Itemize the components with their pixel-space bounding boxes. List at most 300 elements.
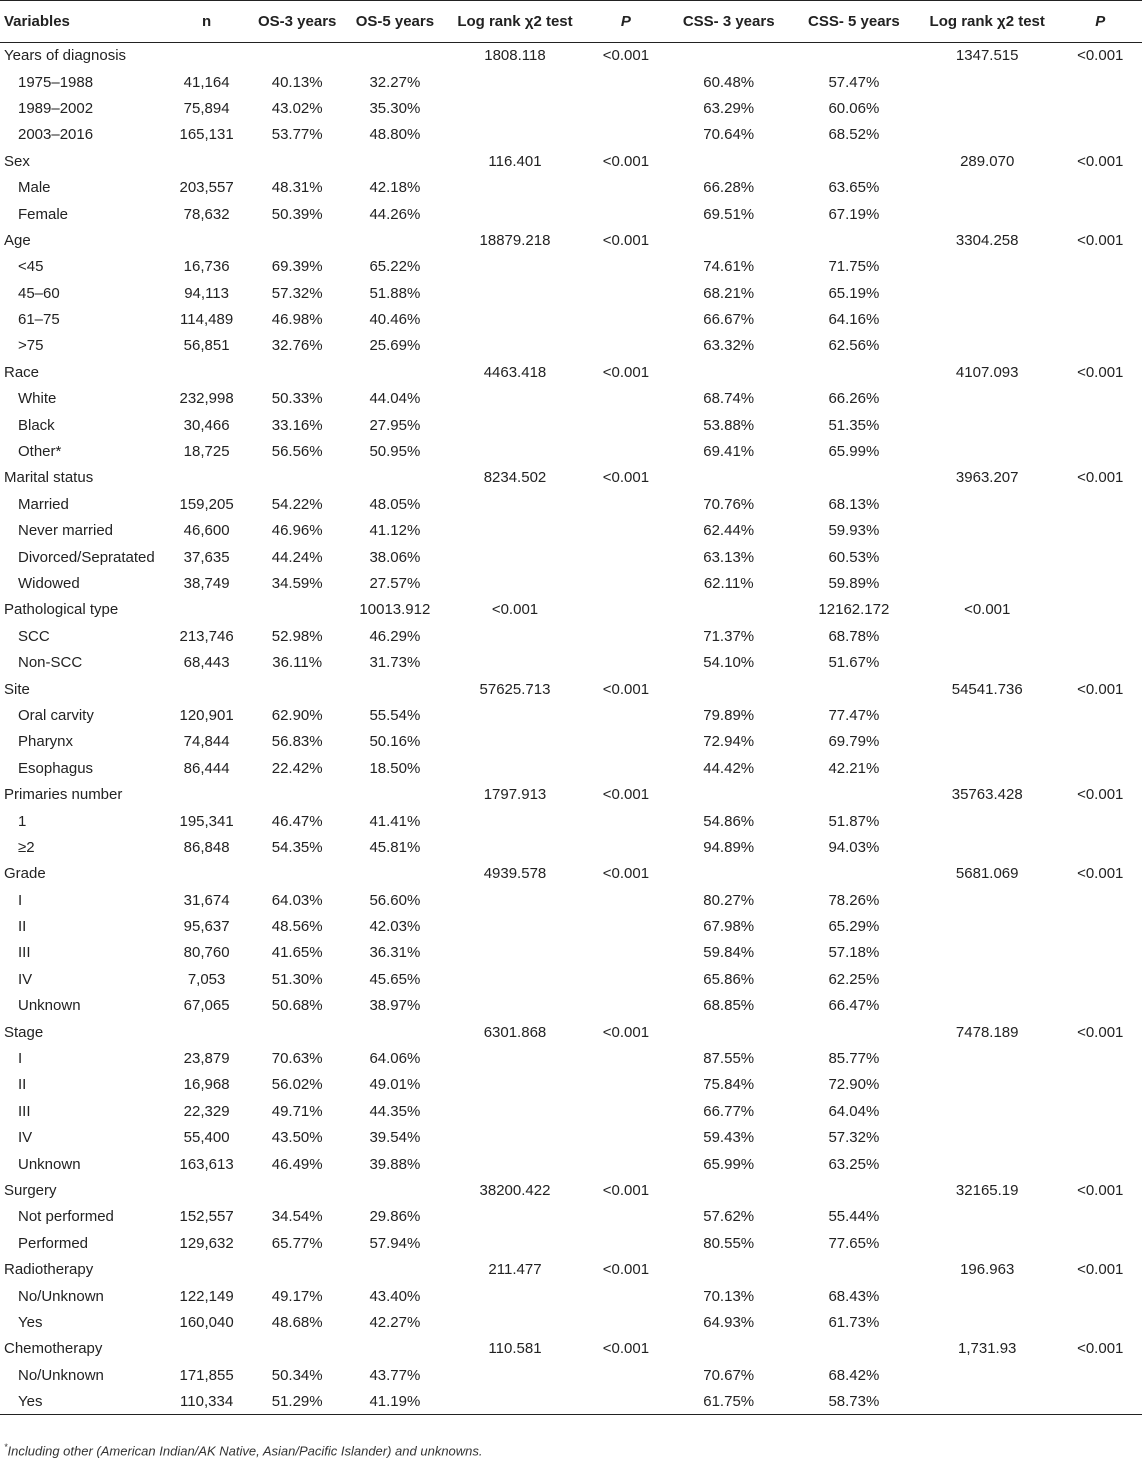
cell-os3: 48.68% <box>271 1313 323 1331</box>
cell-n <box>165 781 248 807</box>
cell-os3: 62.90% <box>271 706 323 724</box>
cell-css5 <box>792 465 916 491</box>
cell-css3 <box>666 676 792 702</box>
cell-css-logrank <box>916 333 1058 359</box>
table-row <box>0 174 1142 200</box>
cell-css-p: <0.001 <box>1077 680 1124 698</box>
cell-os5: 43.40% <box>369 1287 421 1305</box>
cell-css-logrank <box>916 306 1058 332</box>
cell-css5: 64.04% <box>828 1102 880 1120</box>
cell-os-logrank <box>444 412 586 438</box>
cell-css5: 71.75% <box>828 258 880 276</box>
cell-css-logrank <box>916 174 1058 200</box>
cell-css3 <box>666 148 792 174</box>
cell-css5: 64.16% <box>828 311 880 329</box>
cell-os5: 27.95% <box>369 416 421 434</box>
table-row <box>0 438 1142 464</box>
cell-css-logrank <box>916 623 1058 649</box>
cell-css3: 80.55% <box>703 1234 755 1252</box>
cell-os-logrank <box>444 649 586 675</box>
cell-os3 <box>248 676 346 702</box>
cell-css3: 71.37% <box>703 627 755 645</box>
table-row-group <box>0 1177 1142 1203</box>
cell-os-logrank <box>444 95 586 121</box>
table-row <box>0 1230 1142 1256</box>
col-header-os3: OS-3 years <box>248 1 346 43</box>
cell-css3: 67.98% <box>703 918 755 936</box>
cell-variable: Esophagus <box>18 759 94 777</box>
cell-css5: 60.53% <box>828 548 880 566</box>
cell-css5: 63.65% <box>828 179 880 197</box>
table-row <box>0 1151 1142 1177</box>
cell-os-p <box>586 1230 665 1256</box>
cell-n: 30,466 <box>183 416 230 434</box>
cell-css-p <box>1058 913 1142 939</box>
cell-os-logrank: 38200.422 <box>479 1181 551 1199</box>
cell-css3: 59.84% <box>703 944 755 962</box>
cell-os3: 65.77% <box>271 1234 323 1252</box>
cell-os5: 57.94% <box>369 1234 421 1252</box>
cell-variable: 1975–1988 <box>18 73 94 91</box>
cell-os-p <box>586 280 665 306</box>
cell-css5: 42.21% <box>828 759 880 777</box>
cell-os5: 29.86% <box>369 1208 421 1226</box>
cell-os-p: <0.001 <box>602 786 650 804</box>
cell-variable: Grade <box>4 865 46 883</box>
cell-os3: 56.83% <box>271 733 323 751</box>
cell-css-p <box>1058 1045 1142 1071</box>
cell-css3: 64.93% <box>703 1313 755 1331</box>
cell-css3: 74.61% <box>703 258 755 276</box>
cell-css-logrank: 5681.069 <box>955 865 1019 883</box>
cell-css3: 65.86% <box>703 970 755 988</box>
cell-os-p <box>586 649 665 675</box>
cell-os-p <box>586 254 665 280</box>
cell-os5: 48.80% <box>369 126 421 144</box>
cell-css3: 57.62% <box>703 1208 755 1226</box>
cell-n <box>165 465 248 491</box>
table-row <box>0 95 1142 121</box>
cell-css5: 68.13% <box>828 495 880 513</box>
cell-css-p: <0.001 <box>1077 152 1124 170</box>
cell-css-logrank <box>916 95 1058 121</box>
cell-css3: 70.64% <box>703 126 755 144</box>
cell-css3: 66.67% <box>703 311 755 329</box>
cell-os-logrank <box>444 1151 586 1177</box>
cell-os-logrank <box>444 940 586 966</box>
cell-css-p: <0.001 <box>1077 1261 1124 1279</box>
table-row <box>0 1072 1142 1098</box>
cell-n: 160,040 <box>179 1313 234 1331</box>
col-header-os5: OS-5 years <box>346 1 444 43</box>
cell-n: 94,113 <box>184 284 229 302</box>
cell-os-logrank <box>444 623 586 649</box>
cell-css-logrank: 196.963 <box>960 1261 1015 1279</box>
cell-os-p <box>586 201 665 227</box>
cell-variable: Widowed <box>18 575 80 592</box>
cell-os3 <box>248 861 346 887</box>
cell-os-logrank <box>444 1362 586 1388</box>
cell-variable: Divorced/Sepratated <box>18 548 155 566</box>
cell-os5 <box>346 781 444 807</box>
cell-variable: Female <box>18 205 69 223</box>
cell-css5: 57.47% <box>828 73 880 91</box>
cell-os5: 44.04% <box>369 390 421 408</box>
cell-os3 <box>248 148 346 174</box>
cell-n: 22,329 <box>183 1102 230 1120</box>
cell-os-logrank <box>444 1045 586 1071</box>
cell-os-p: <0.001 <box>602 1181 650 1199</box>
table-row <box>0 913 1142 939</box>
cell-os-p <box>586 755 665 781</box>
cell-variable: II <box>18 918 27 936</box>
cell-n <box>165 676 248 702</box>
cell-variable: Other* <box>18 443 62 461</box>
cell-os3: 51.29% <box>248 1388 346 1414</box>
cell-css-logrank: <0.001 <box>964 601 1011 619</box>
cell-css3: 66.28% <box>703 179 755 197</box>
cell-n: 16,968 <box>183 1076 230 1094</box>
cell-css-p <box>1058 1098 1142 1124</box>
cell-css-logrank <box>916 254 1058 280</box>
cell-os3: 46.49% <box>271 1155 323 1173</box>
cell-os-logrank <box>444 1388 586 1414</box>
cell-os5 <box>346 861 444 887</box>
cell-variable: Unknown <box>18 997 81 1015</box>
cell-os-p <box>586 913 665 939</box>
cell-os-logrank <box>444 993 586 1019</box>
cell-os3: 50.68% <box>271 997 323 1015</box>
cell-os-p <box>586 1125 665 1151</box>
cell-os5: 10013.912 <box>359 601 431 619</box>
cell-variable: 1 <box>18 812 27 830</box>
cell-css-p <box>1058 1125 1142 1151</box>
cell-css5 <box>792 861 916 887</box>
cell-css-p <box>1058 1072 1142 1098</box>
col-header-css-p: P <box>1058 1 1142 43</box>
cell-variable: Stage <box>4 1023 44 1041</box>
cell-os-p <box>586 491 665 517</box>
cell-n: 56,851 <box>183 337 230 355</box>
cell-n: 171,855 <box>179 1366 234 1384</box>
cell-os-logrank <box>444 1283 586 1309</box>
cell-os-logrank <box>444 69 586 95</box>
cell-css3: 68.21% <box>703 284 755 302</box>
cell-os-logrank <box>444 491 586 517</box>
cell-os-logrank <box>444 1204 586 1230</box>
cell-os3: 34.54% <box>271 1208 323 1226</box>
table-row <box>0 1388 1142 1414</box>
col-header-css-logrank: Log rank χ2 test <box>916 1 1058 43</box>
cell-css-logrank: 7478.189 <box>955 1023 1019 1041</box>
cell-variable: ≥2 <box>18 838 35 856</box>
cell-os-p: <0.001 <box>602 1023 650 1041</box>
footnote-text: Including other (American Indian/AK Native, Asian/Pacific Islander) and unknowns. <box>7 1443 483 1459</box>
cell-css-p: <0.001 <box>1077 1181 1124 1199</box>
cell-css3: 68.85% <box>703 997 755 1015</box>
cell-css-p <box>1058 1309 1142 1335</box>
cell-os3: 43.50% <box>271 1129 323 1147</box>
table-row-group <box>0 43 1142 69</box>
table-row-group <box>0 227 1142 253</box>
cell-css-p: <0.001 <box>1077 363 1124 381</box>
table-row <box>0 570 1142 596</box>
table-row <box>0 491 1142 517</box>
cell-os5: 35.30% <box>369 99 421 117</box>
cell-os5: 45.65% <box>369 970 421 988</box>
cell-os3: 36.11% <box>272 654 323 672</box>
cell-css3 <box>666 465 792 491</box>
cell-css5: 68.42% <box>828 1366 880 1384</box>
cell-css-logrank <box>916 993 1058 1019</box>
cell-css5: 68.78% <box>828 627 880 645</box>
cell-os-p <box>586 1283 665 1309</box>
cell-css-p <box>1058 1362 1142 1388</box>
cell-os-logrank <box>444 966 586 992</box>
cell-os5 <box>346 43 444 69</box>
cell-css3: 69.51% <box>703 205 755 223</box>
table-row <box>0 940 1142 966</box>
table-row <box>0 333 1142 359</box>
cell-os3: 46.47% <box>271 812 323 830</box>
table-row <box>0 993 1142 1019</box>
cell-n <box>165 43 248 69</box>
cell-css-p <box>1058 940 1142 966</box>
cell-variable: I <box>18 1050 23 1068</box>
cell-os5: 38.06% <box>369 548 421 566</box>
cell-css-logrank <box>916 412 1058 438</box>
cell-os-p: <0.001 <box>602 680 650 698</box>
col-header-css5: CSS- 5 years <box>792 1 916 43</box>
cell-css-p <box>1058 887 1142 913</box>
table-row <box>0 69 1142 95</box>
cell-os-p <box>586 438 665 464</box>
cell-css5: 51.87% <box>828 812 880 830</box>
cell-os5: 42.03% <box>369 918 421 936</box>
cell-css3: 54.10% <box>703 654 755 672</box>
cell-os3: 50.39% <box>271 205 323 223</box>
table-row-group <box>0 1336 1142 1362</box>
cell-css-logrank <box>916 1362 1058 1388</box>
cell-css5: 68.52% <box>828 126 880 144</box>
cell-css-logrank <box>916 1204 1058 1230</box>
cell-n: 122,149 <box>179 1287 234 1305</box>
cell-os-logrank <box>444 570 586 596</box>
cell-n: 129,632 <box>179 1234 234 1252</box>
cell-variable: Radiotherapy <box>4 1261 94 1279</box>
cell-css-logrank <box>916 386 1058 412</box>
cell-n: 23,879 <box>183 1050 230 1068</box>
cell-variable: III <box>18 944 31 962</box>
cell-css5: 67.19% <box>828 205 880 223</box>
cell-os5 <box>346 148 444 174</box>
cell-variable: I <box>18 891 23 909</box>
cell-css-logrank: 1347.515 <box>955 47 1019 65</box>
cell-n <box>165 1256 248 1282</box>
cell-css-p: <0.001 <box>1077 865 1124 883</box>
cell-css5 <box>792 1019 916 1045</box>
cell-os5: 45.81% <box>369 838 421 856</box>
cell-variable: 61–75 <box>18 311 60 329</box>
cell-css3: 70.67% <box>703 1366 755 1384</box>
cell-css-p <box>1058 1204 1142 1230</box>
cell-os3: 33.16% <box>271 416 323 434</box>
cell-css3: 62.11% <box>703 575 754 592</box>
cell-n: 213,746 <box>179 627 234 645</box>
cell-os5: 31.73% <box>369 654 421 672</box>
cell-os5: 55.54% <box>369 706 421 724</box>
cell-os-p <box>586 69 665 95</box>
cell-variable: Unknown <box>18 1155 81 1173</box>
cell-n <box>165 1019 248 1045</box>
cell-os3: 49.71% <box>271 1102 323 1120</box>
col-header-variables: Variables <box>0 1 165 43</box>
cell-os3: 69.39% <box>271 258 323 276</box>
cell-css5: 59.89% <box>828 575 880 592</box>
cell-css3 <box>666 43 792 69</box>
table-row <box>0 1204 1142 1230</box>
cell-os3 <box>248 43 346 69</box>
cell-css3: 53.88% <box>703 416 755 434</box>
cell-css3 <box>666 1256 792 1282</box>
cell-os-p <box>586 1072 665 1098</box>
cell-os3: 54.35% <box>271 838 323 856</box>
cell-css-p <box>1058 1283 1142 1309</box>
cell-os3: 40.13% <box>271 73 323 91</box>
cell-os5 <box>346 1177 444 1203</box>
cell-n <box>165 227 248 253</box>
cell-css-logrank <box>916 438 1058 464</box>
cell-n: 163,613 <box>179 1155 234 1173</box>
cell-n <box>165 148 248 174</box>
cell-variable: IV <box>18 970 33 988</box>
cell-css3: 63.13% <box>703 548 755 566</box>
cell-os-logrank <box>444 122 586 148</box>
cell-css5: 62.25% <box>828 970 880 988</box>
cell-os3: 64.03% <box>271 891 323 909</box>
cell-os3: 43.02% <box>271 99 323 117</box>
table-row <box>0 412 1142 438</box>
cell-variable: Site <box>4 680 30 698</box>
table-row <box>0 254 1142 280</box>
cell-n: 74,844 <box>183 733 230 751</box>
cell-os-p <box>586 1151 665 1177</box>
cell-os-p <box>586 729 665 755</box>
cell-os3: 49.17% <box>271 1287 323 1305</box>
cell-css3: 62.44% <box>703 522 755 540</box>
cell-os5: 25.69% <box>369 337 421 355</box>
cell-css-p: <0.001 <box>1077 47 1124 65</box>
cell-css3: 69.41% <box>703 443 755 461</box>
cell-css-p: <0.001 <box>1077 231 1124 249</box>
cell-css3: 75.84% <box>703 1076 755 1094</box>
col-header-n: n <box>165 1 248 43</box>
cell-os-logrank <box>444 1125 586 1151</box>
cell-os3: 48.56% <box>271 918 323 936</box>
table-row <box>0 887 1142 913</box>
cell-os3: 22.42% <box>271 759 323 777</box>
cell-css5: 51.35% <box>828 416 880 434</box>
cell-variable: Chemotherapy <box>4 1340 103 1358</box>
cell-os-logrank: 4939.578 <box>483 865 547 883</box>
cell-os3 <box>248 227 346 253</box>
cell-css-p <box>1058 122 1142 148</box>
cell-css5: 65.99% <box>828 443 880 461</box>
cell-css-p <box>1058 280 1142 306</box>
cell-variable: Surgery <box>4 1181 57 1199</box>
table-row-group <box>0 465 1142 491</box>
table-row-group <box>0 1256 1142 1282</box>
cell-css-logrank <box>916 1072 1058 1098</box>
cell-n: 203,557 <box>179 179 234 197</box>
table-row-group <box>0 781 1142 807</box>
cell-css5: 85.77% <box>828 1050 880 1068</box>
cell-css-p: <0.001 <box>1077 1340 1124 1358</box>
cell-variable: SCC <box>18 627 50 645</box>
cell-os5: 39.54% <box>369 1129 421 1147</box>
cell-css-p <box>1058 649 1142 675</box>
cell-os-p <box>586 95 665 121</box>
cell-os3: 53.77% <box>271 126 323 144</box>
cell-os-logrank <box>444 755 586 781</box>
cell-variable: White <box>18 390 57 408</box>
table-row <box>0 386 1142 412</box>
cell-variable: Yes <box>0 1388 165 1414</box>
cell-os5: 36.31% <box>369 944 421 962</box>
cell-css-logrank <box>916 755 1058 781</box>
cell-css5: 12162.172 <box>818 601 890 619</box>
cell-css3 <box>666 1336 792 1362</box>
cell-css5: 57.18% <box>828 944 880 962</box>
cell-n: 120,901 <box>179 706 234 724</box>
cell-n: 31,674 <box>183 891 230 909</box>
cell-css-p <box>1058 201 1142 227</box>
cell-css-logrank <box>916 1125 1058 1151</box>
cell-os-logrank: 57625.713 <box>479 680 551 698</box>
cell-n <box>165 597 248 623</box>
cell-css-logrank <box>916 544 1058 570</box>
cell-css-p <box>1058 729 1142 755</box>
cell-css-logrank <box>916 201 1058 227</box>
cell-os-logrank <box>444 544 586 570</box>
cell-css-p <box>1058 438 1142 464</box>
cell-variable: Age <box>4 231 31 249</box>
cell-css-p <box>1058 834 1142 860</box>
cell-css5: 77.65% <box>828 1234 880 1252</box>
cell-css-p: <0.001 <box>1077 1023 1124 1041</box>
cell-os-p <box>586 887 665 913</box>
cell-css-logrank <box>916 1151 1058 1177</box>
cell-os-logrank <box>444 306 586 332</box>
cell-n: 86,444 <box>183 759 230 777</box>
cell-css-logrank <box>916 649 1058 675</box>
cell-os-p <box>586 333 665 359</box>
cell-css-logrank <box>916 1230 1058 1256</box>
cell-os5: 32.27% <box>369 73 421 91</box>
cell-os3 <box>248 465 346 491</box>
cell-n: 114,489 <box>180 311 234 329</box>
cell-css3: 70.13% <box>703 1287 755 1305</box>
cell-os-logrank: 18879.218 <box>479 231 551 249</box>
cell-css5: 51.67% <box>828 654 880 672</box>
cell-os-logrank: 211.477 <box>488 1261 542 1279</box>
cell-os-logrank <box>444 333 586 359</box>
cell-css-logrank <box>916 1045 1058 1071</box>
cell-variable: No/Unknown <box>18 1287 104 1305</box>
cell-os5: 42.27% <box>369 1313 421 1331</box>
cell-os5: 40.46% <box>369 311 421 329</box>
table-row <box>0 834 1142 860</box>
